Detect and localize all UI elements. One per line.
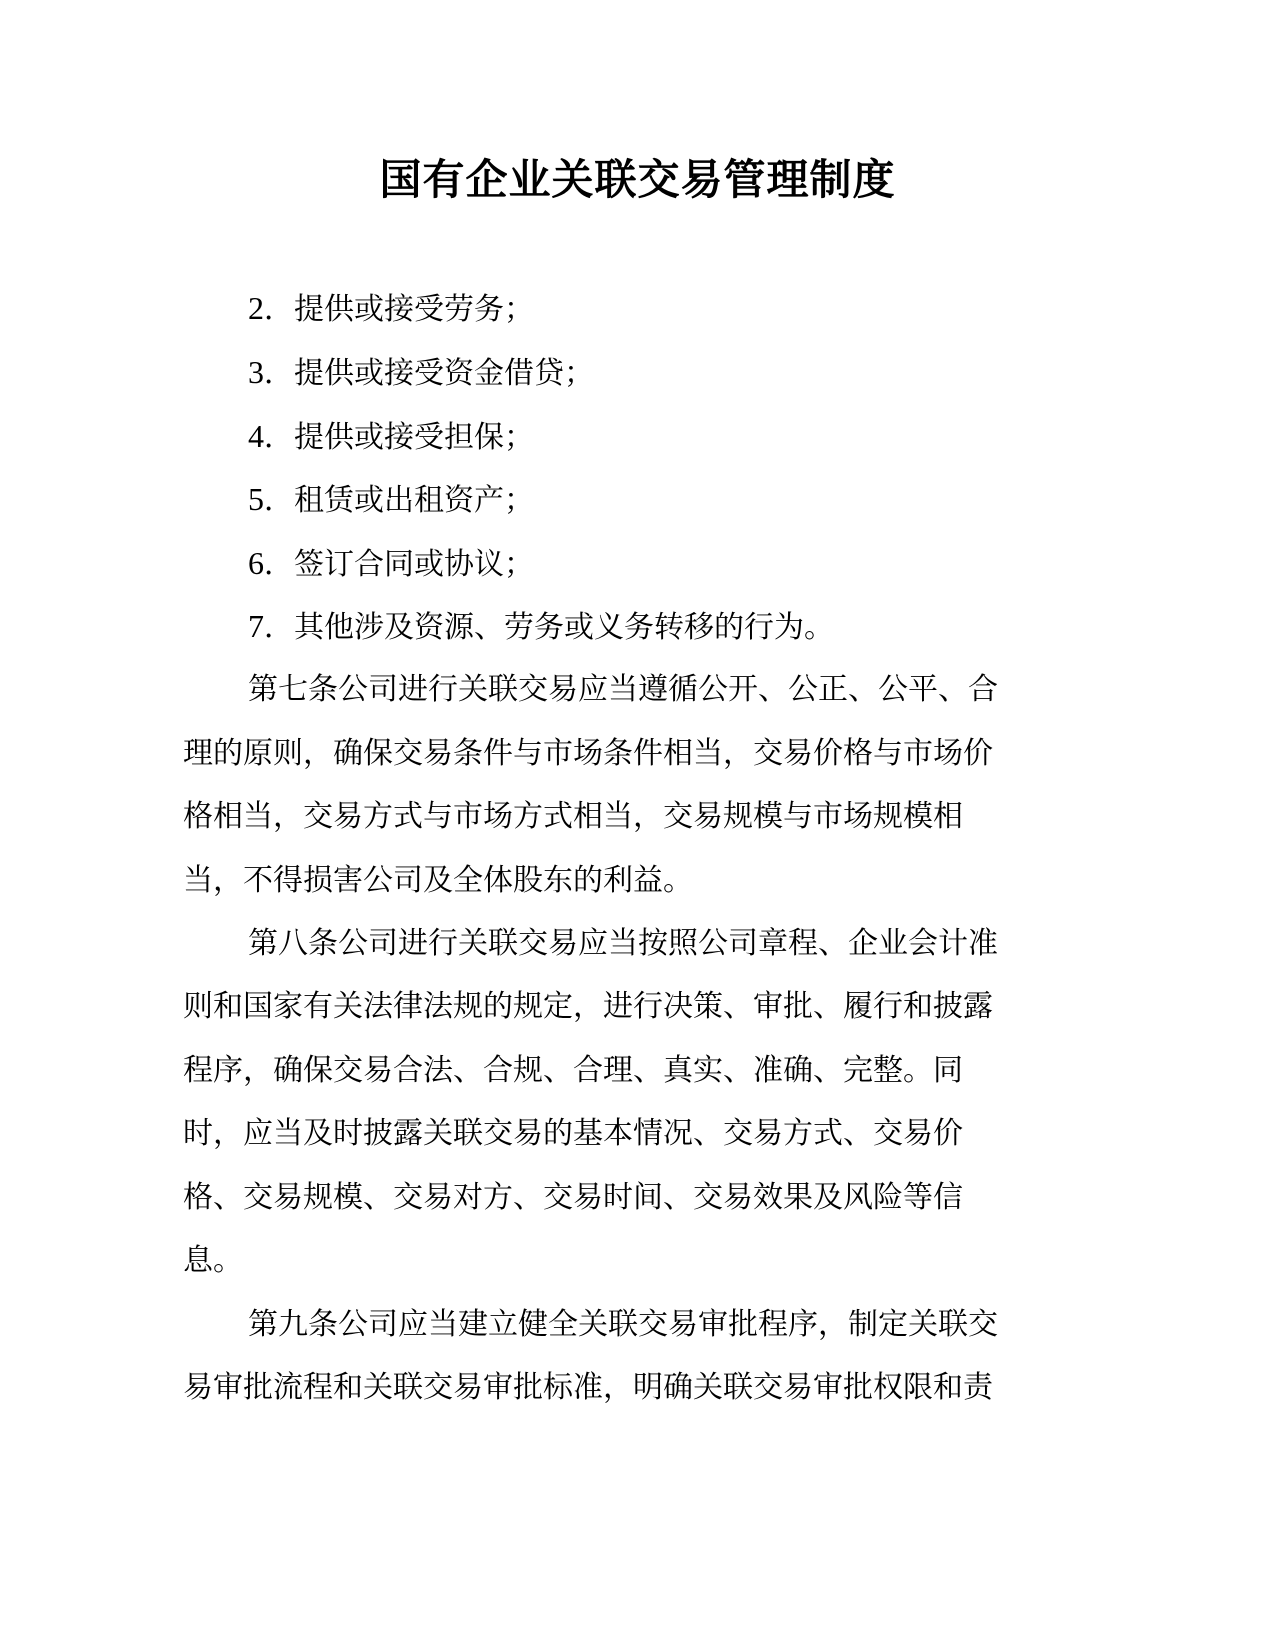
paragraph-line: 易审批流程和关联交易审批标准，明确关联交易审批权限和责 [183, 1370, 993, 1405]
list-item-separator: ． [264, 356, 294, 391]
list-item [248, 288, 1108, 330]
list-item-separator: ． [264, 483, 294, 518]
list-item [248, 416, 1108, 458]
paragraph-line: 格、交易规模、交易对方、交易时间、交易效果及风险等信 [183, 1180, 963, 1215]
list-item-text: 签订合同或协议； [294, 547, 534, 582]
paragraph-line: 第七条公司进行关联交易应当遵循公开、公正、公平、合 [248, 672, 998, 707]
paragraph-line: 第九条公司应当建立健全关联交易审批程序，制定关联交 [248, 1307, 998, 1342]
paragraph-line: 程序，确保交易合法、合规、合理、真实、准确、完整。同 [183, 1053, 963, 1088]
list-item-separator: ． [264, 610, 294, 645]
document-title: 国有企业关联交易管理制度 [379, 155, 896, 204]
list-item [248, 606, 1108, 648]
paragraph-line: 理的原则，确保交易条件与市场条件相当，交易价格与市场价 [183, 736, 993, 771]
list-item [248, 352, 1108, 394]
list-item-text: 提供或接受劳务； [294, 292, 534, 327]
list-item-number: 3 [248, 354, 264, 390]
list-item [248, 479, 1108, 521]
list-item-separator: ． [264, 547, 294, 582]
paragraph-line: 当，不得损害公司及全体股东的利益。 [183, 863, 693, 898]
paragraph-line: 格相当，交易方式与市场方式相当，交易规模与市场规模相 [183, 799, 963, 834]
paragraph-line: 第八条公司进行关联交易应当按照公司章程、企业会计准 [248, 926, 998, 961]
list-item-number: 2 [248, 290, 264, 326]
paragraph-line: 时，应当及时披露关联交易的基本情况、交易方式、交易价 [183, 1116, 963, 1151]
list-item-number: 7 [248, 608, 264, 644]
list-item [248, 543, 1108, 585]
paragraph-line: 则和国家有关法律法规的规定，进行决策、审批、履行和披露 [183, 989, 993, 1024]
list-item-number: 4 [248, 418, 264, 454]
list-item-separator: ． [264, 292, 294, 327]
list-item-text: 其他涉及资源、劳务或义务转移的行为。 [294, 610, 834, 645]
list-item-text: 租赁或出租资产； [294, 483, 534, 518]
list-item-number: 5 [248, 481, 264, 517]
list-item-separator: ． [264, 420, 294, 455]
list-item-text: 提供或接受资金借贷； [294, 356, 594, 391]
list-item-text: 提供或接受担保； [294, 420, 534, 455]
list-item-number: 6 [248, 545, 264, 581]
paragraph-line: 息。 [183, 1243, 243, 1278]
